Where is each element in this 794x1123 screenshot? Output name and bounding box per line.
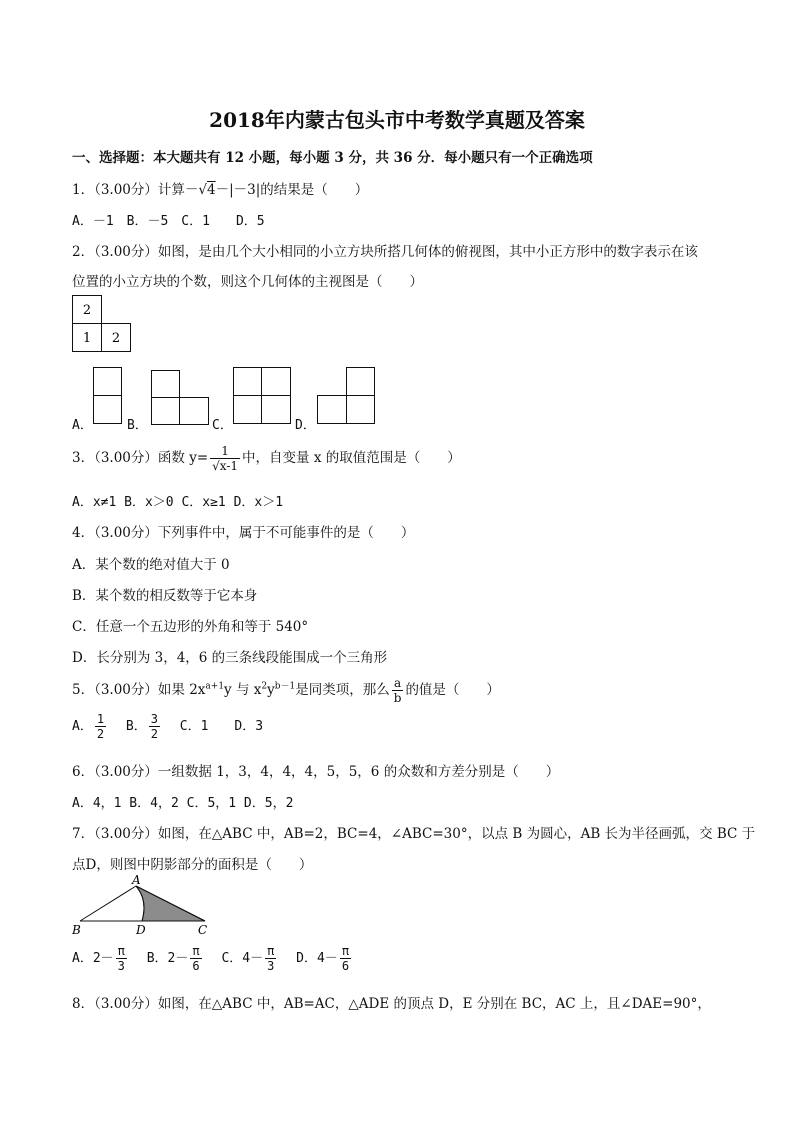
- q8-line1: 8．（3.00分）如图，在△ABC 中，AB=AC，△ADE 的顶点 D，E 分别在 BC，AC 上，且∠DAE=90°，: [72, 996, 711, 1012]
- q2-top-view-grid: [72, 295, 132, 353]
- q4-option-d: D．长分别为 3，4，6 的三条线段能围成一个三角形: [72, 650, 388, 666]
- point-b-label: B: [72, 923, 81, 937]
- q5-opt-a-num: 1: [96, 712, 105, 726]
- q3-pre: 3．（3.00分）函数 y=: [72, 450, 209, 466]
- q1-radicand: 4: [207, 182, 216, 198]
- q2-option-a-figure: [93, 367, 123, 425]
- q1-options: A．－1 B．－5 C．1 D．5: [72, 214, 265, 229]
- q5-pre: 5．（3.00分）如果 2x: [72, 682, 206, 698]
- question-3: [72, 444, 461, 473]
- q5-opt-a-den: 2: [96, 727, 105, 741]
- grid-cell-top: 2: [82, 303, 92, 318]
- q2-option-c-label: C．: [212, 418, 233, 433]
- q7-opt-b-fraction: [190, 944, 201, 973]
- q5-mid2: y: [267, 682, 275, 698]
- q3-frac-den: x-1: [219, 459, 239, 473]
- point-d-label: D: [136, 923, 146, 937]
- q7-opt-c-label: C．4－: [221, 951, 264, 966]
- q2-option-a-label: A．: [72, 418, 93, 433]
- q5-opt-b-den: 2: [150, 727, 158, 741]
- q6-options: A．4，1 B．4，2 C．5，1 D．5，2: [72, 796, 294, 811]
- point-c-label: C: [198, 923, 208, 937]
- q2-line2: 位置的小立方块的个数，则这个几何体的主视图是（ ）: [72, 274, 423, 290]
- q4-option-c: C．任意一个五边形的外角和等于 540°: [72, 619, 309, 635]
- q5-frac-num: a: [392, 676, 404, 691]
- q7-opt-b-num: π: [192, 944, 200, 958]
- q3-post: 中，自变量 x 的取值范围是（ ）: [242, 450, 461, 466]
- question-1: [72, 178, 368, 198]
- q2-line1: 2．（3.00分）如图，是由几个大小相同的小立方块所搭几何体的俯视图，其中小正方形中的数字表示在该: [72, 244, 698, 260]
- question-5: [72, 676, 500, 705]
- q7-opt-a-label: A．2－: [72, 951, 114, 966]
- q3-frac-num: 1: [210, 444, 240, 459]
- q4-option-a: A．某个数的绝对值大于 0: [72, 557, 230, 573]
- q5-opt-b-fraction: [149, 712, 160, 741]
- q5-sup2: 2: [261, 681, 268, 692]
- section-heading: 一、选择题：本大题共有 12 小题，每小题 3 分，共 36 分．每小题只有一个正确选项: [72, 150, 593, 166]
- q7-triangle-figure: [70, 873, 220, 938]
- q5-mid1: y 与 x: [224, 682, 262, 698]
- q4-option-b: B．某个数的相反数等于它本身: [72, 588, 258, 604]
- sqrt-symbol: √: [212, 459, 220, 473]
- q5-opt-a-label: A．: [72, 719, 93, 734]
- q7-opt-c-fraction: [265, 944, 276, 973]
- sqrt-symbol: √: [198, 182, 208, 198]
- q5-opt-cd: C．1 D．3: [179, 719, 264, 734]
- q5-sup3: b－1: [274, 681, 296, 692]
- q2-option-d-label: D．: [295, 418, 316, 433]
- q5-sup1: a+1: [205, 681, 225, 692]
- q7-opt-c-num: π: [267, 944, 275, 958]
- q1-post: －|－3|的结果是（ ）: [215, 182, 369, 198]
- q1-pre: 1．（3.00分）计算－: [72, 182, 199, 198]
- q7-opt-d-num: π: [341, 944, 350, 958]
- q7-opt-d-label: D．4－: [296, 951, 338, 966]
- grid-cell-bottom-left: 1: [82, 331, 92, 346]
- q6-stem: 6．（3.00分）一组数据 1，3，4，4，4，5，5，6 的众数和方差分别是（ ）: [72, 764, 560, 780]
- q5-post: 的值是（ ）: [405, 682, 500, 698]
- q2-option-d-figure: [317, 367, 377, 425]
- q5-fraction: [392, 676, 404, 705]
- q5-frac-den: b: [393, 691, 402, 705]
- q2-option-b-label: B．: [127, 418, 148, 433]
- q7-opt-d-fraction: [340, 944, 351, 973]
- q7-line2: 点D，则图中阴影部分的面积是（ ）: [72, 857, 313, 873]
- q7-options: [72, 944, 353, 973]
- page-title: 2018年内蒙古包头市中考数学真题及答案: [209, 108, 585, 132]
- q2-option-c-figure: [233, 367, 293, 425]
- q7-opt-a-num: π: [117, 944, 125, 958]
- q2-option-b-figure: [151, 370, 211, 426]
- grid-cell-bottom-right: 2: [111, 331, 121, 346]
- q5-opt-b-num: 3: [150, 712, 158, 726]
- q5-mid3: 是同类项，那么: [295, 682, 390, 698]
- q5-opt-a-fraction: [95, 712, 106, 741]
- q7-opt-a-fraction: [116, 944, 127, 973]
- q7-opt-b-den: 6: [192, 959, 200, 973]
- q3-options: A．x≠1 B．x＞0 C．x≥1 D．x＞1: [72, 495, 284, 510]
- q7-line1: 7．（3.00分）如图，在△ABC 中，AB=2，BC=4，∠ABC=30°，以点 B 为圆心，AB 长为半径画弧，交 BC 于: [72, 826, 756, 842]
- q5-options: [72, 712, 263, 741]
- q7-opt-a-den: 3: [117, 959, 125, 973]
- point-a-label: A: [132, 873, 141, 887]
- q7-opt-c-den: 3: [267, 959, 275, 973]
- q3-fraction: [210, 444, 240, 473]
- q7-opt-b-label: B．2－: [146, 951, 189, 966]
- q5-opt-b-label: B．: [125, 719, 147, 734]
- q7-opt-d-den: 6: [341, 959, 350, 973]
- q4-stem: 4．（3.00分）下列事件中，属于不可能事件的是（ ）: [72, 525, 415, 541]
